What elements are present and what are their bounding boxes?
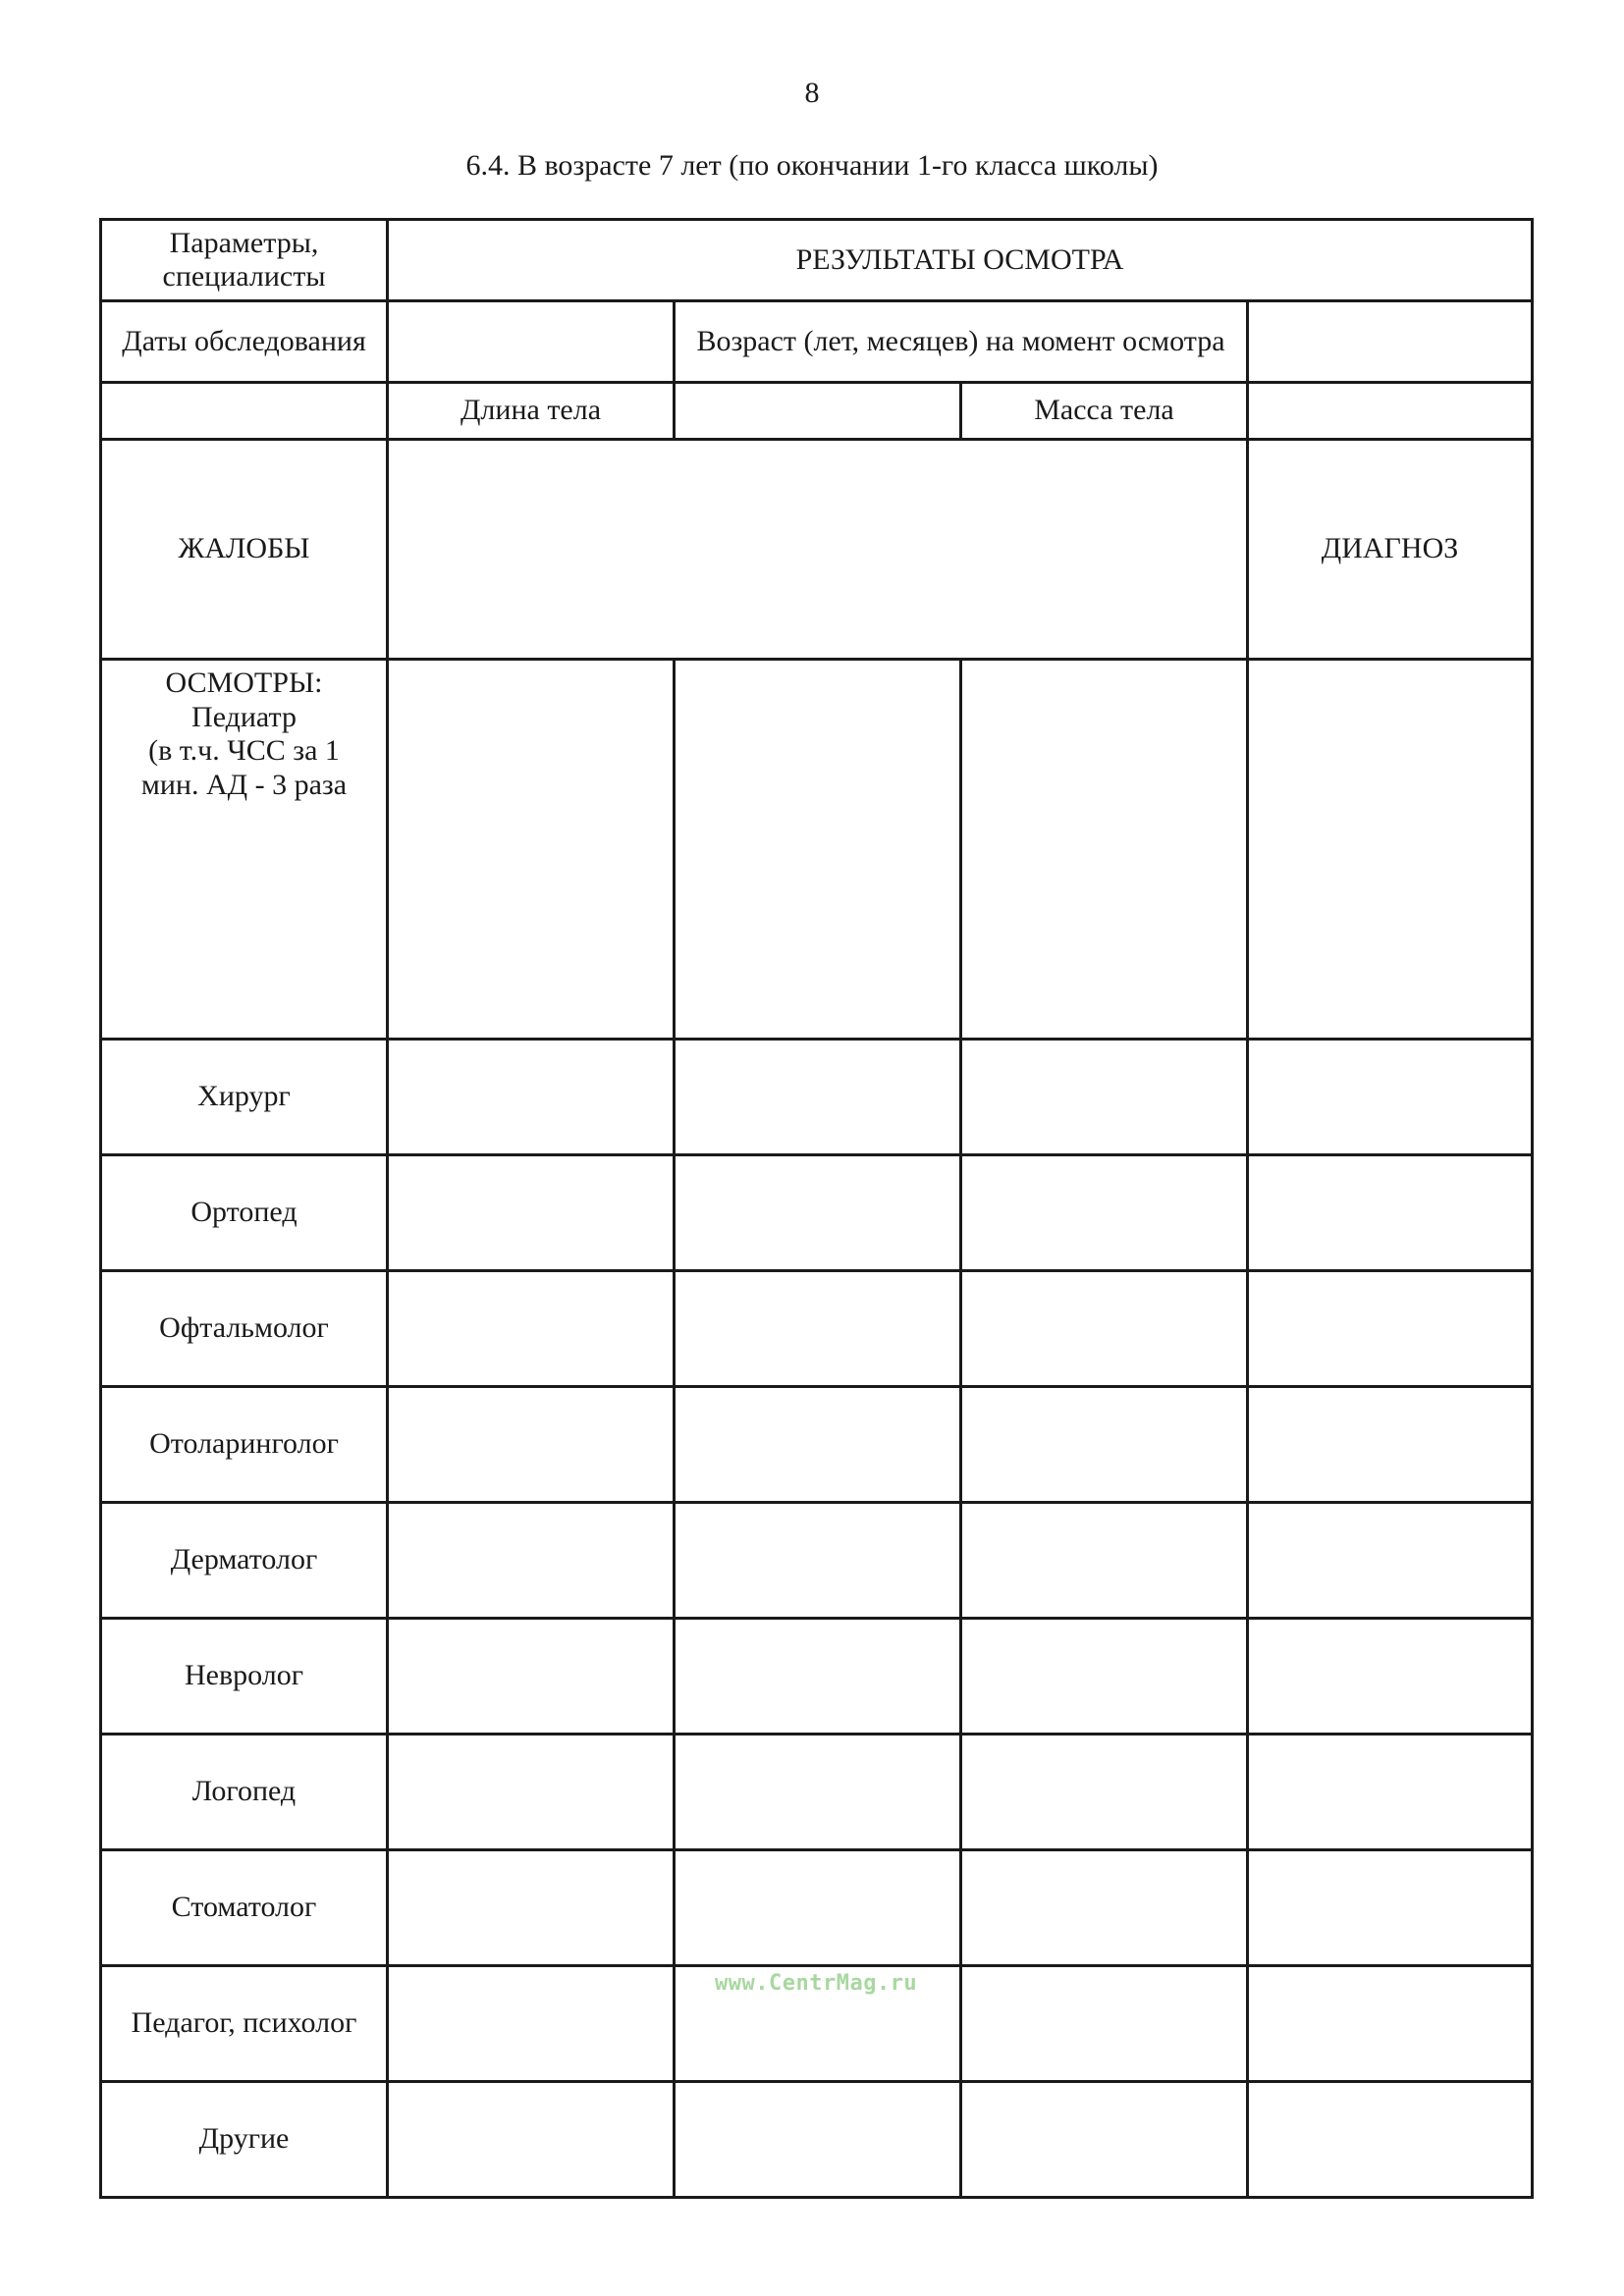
measurements-row (101, 383, 1533, 440)
diagnosis-label: ДИАГНОЗ (1248, 440, 1533, 660)
examination-table (99, 218, 1534, 2199)
complaints-row (101, 440, 1533, 660)
entry-cell[interactable] (675, 1155, 961, 1271)
entry-cell[interactable] (675, 1271, 961, 1387)
examinations-line: ОСМОТРЫ: (165, 667, 323, 699)
entry-cell[interactable] (388, 1387, 675, 1503)
entry-cell[interactable] (961, 660, 1248, 1040)
entry-cell[interactable] (961, 1503, 1248, 1619)
specialist-row (101, 2082, 1533, 2198)
params-specialists-header: Параметры, специалисты (101, 220, 388, 301)
entry-cell[interactable] (1248, 1503, 1533, 1619)
examinations-line: мин. АД - 3 раза (140, 768, 348, 801)
entry-cell[interactable] (961, 1735, 1248, 1850)
entry-cell[interactable] (961, 1850, 1248, 1966)
specialist-row (101, 1503, 1533, 1619)
entry-cell[interactable] (388, 1503, 675, 1619)
exam-dates-label: Даты обследования (101, 301, 388, 383)
specialist-label: Стоматолог (101, 1850, 388, 1966)
page-number: 8 (804, 77, 820, 109)
entry-cell[interactable] (1248, 1155, 1533, 1271)
specialist-row (101, 1735, 1533, 1850)
dates-row (101, 301, 1533, 383)
entry-cell[interactable] (675, 1387, 961, 1503)
specialist-label: Ортопед (101, 1155, 388, 1271)
body-mass-label: Масса тела (961, 383, 1248, 440)
specialist-label: Дерматолог (101, 1503, 388, 1619)
watermark: www.CentrMag.ru (715, 1971, 918, 1996)
entry-cell[interactable] (1248, 1271, 1533, 1387)
entry-cell[interactable] (961, 2082, 1248, 2198)
specialist-label: Отоларинголог (101, 1387, 388, 1503)
age-value-cell[interactable] (1248, 301, 1533, 383)
results-header: РЕЗУЛЬТАТЫ ОСМОТРА (388, 220, 1533, 301)
entry-cell[interactable] (388, 1735, 675, 1850)
entry-cell[interactable] (675, 1850, 961, 1966)
specialist-row (101, 1040, 1533, 1155)
body-length-label: Длина тела (388, 383, 675, 440)
examinations-row (101, 660, 1533, 1040)
complaints-entry-cell[interactable] (388, 440, 1248, 660)
body-length-value-cell[interactable] (675, 383, 961, 440)
entry-cell[interactable] (675, 2082, 961, 2198)
specialist-label: Хирург (101, 1040, 388, 1155)
specialist-label: Другие (101, 2082, 388, 2198)
entry-cell[interactable] (1248, 1966, 1533, 2082)
entry-cell[interactable] (961, 1966, 1248, 2082)
entry-cell[interactable] (961, 1619, 1248, 1735)
entry-cell[interactable] (388, 1966, 675, 2082)
entry-cell[interactable] (1248, 1735, 1533, 1850)
entry-cell[interactable] (675, 1040, 961, 1155)
entry-cell[interactable] (388, 1271, 675, 1387)
specialist-label: Офтальмолог (101, 1271, 388, 1387)
entry-cell[interactable] (1248, 1387, 1533, 1503)
specialist-label: Логопед (101, 1735, 388, 1850)
entry-cell[interactable] (961, 1271, 1248, 1387)
entry-cell[interactable] (1248, 660, 1533, 1040)
entry-cell[interactable] (1248, 1040, 1533, 1155)
entry-cell[interactable] (675, 660, 961, 1040)
entry-cell[interactable] (388, 1155, 675, 1271)
entry-cell[interactable] (961, 1155, 1248, 1271)
entry-cell[interactable] (388, 2082, 675, 2198)
entry-cell[interactable] (675, 1735, 961, 1850)
specialist-row (101, 1271, 1533, 1387)
entry-cell[interactable] (388, 660, 675, 1040)
specialist-label: Педагог, психолог (101, 1966, 388, 2082)
empty-cell (101, 383, 388, 440)
body-mass-value-cell[interactable] (1248, 383, 1533, 440)
complaints-label: ЖАЛОБЫ (101, 440, 388, 660)
entry-cell[interactable] (675, 1503, 961, 1619)
specialist-row (101, 1850, 1533, 1966)
specialist-label: Невролог (101, 1619, 388, 1735)
section-title: 6.4. В возрасте 7 лет (по окончании 1-го класса школы) (465, 149, 1159, 182)
examinations-label (101, 660, 388, 1040)
examinations-line: Педиатр (191, 700, 297, 733)
entry-cell[interactable] (961, 1387, 1248, 1503)
age-at-exam-label: Возраст (лет, месяцев) на момент осмотра (675, 301, 1248, 383)
entry-cell[interactable] (388, 1619, 675, 1735)
entry-cell[interactable] (961, 1040, 1248, 1155)
exam-date-cell[interactable] (388, 301, 675, 383)
entry-cell[interactable] (675, 1619, 961, 1735)
specialist-row (101, 1387, 1533, 1503)
entry-cell[interactable] (1248, 2082, 1533, 2198)
specialist-row (101, 1619, 1533, 1735)
entry-cell[interactable] (388, 1040, 675, 1155)
header-row (101, 220, 1533, 301)
examinations-line: (в т.ч. ЧСС за 1 (148, 734, 340, 767)
specialist-row (101, 1155, 1533, 1271)
entry-cell[interactable] (1248, 1850, 1533, 1966)
entry-cell[interactable] (388, 1850, 675, 1966)
entry-cell[interactable] (1248, 1619, 1533, 1735)
